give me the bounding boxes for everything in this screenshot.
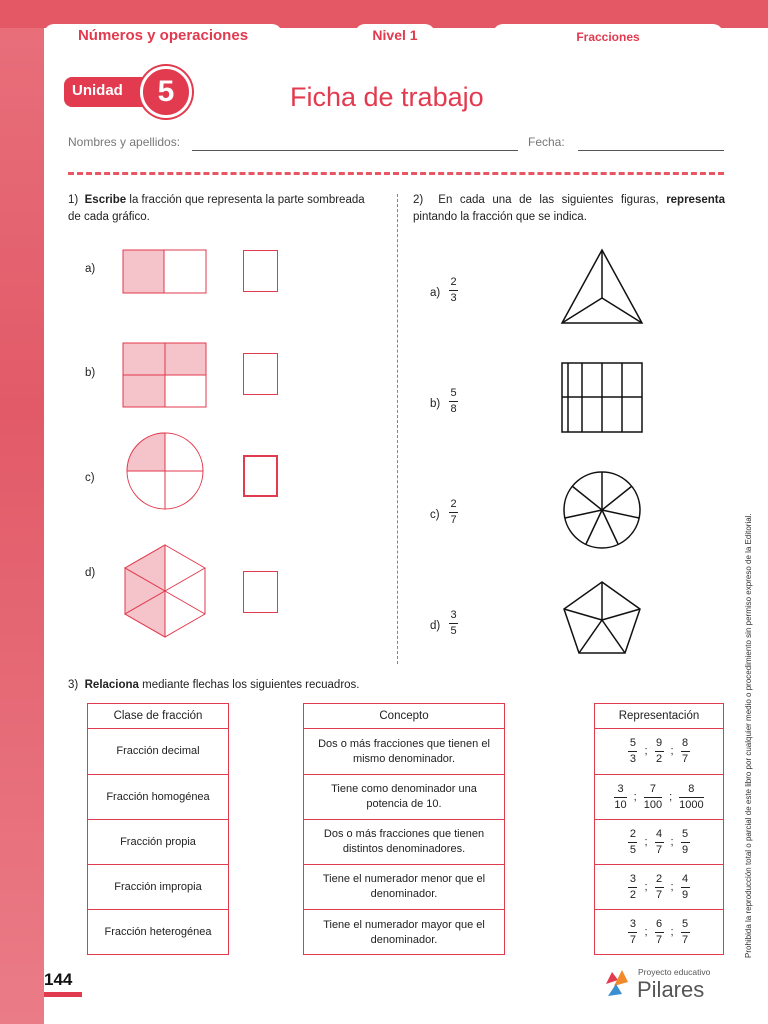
q2-fraction-c-den: 7 [450,514,457,526]
separator: ; [644,880,648,893]
separator: ; [670,745,674,757]
fraction [644,783,662,812]
concept-table-header: Concepto [379,710,429,722]
concept-table [303,703,505,955]
numerator: 2 [629,827,636,840]
numerator: 9 [655,737,663,749]
denominator: 7 [655,934,663,946]
class-row[interactable]: Fracción decimal [88,728,228,774]
denominator: 2 [655,753,663,765]
q1-label-d: d) [85,567,96,579]
representation-table [594,703,724,955]
separator: ; [670,880,674,893]
fraction [655,918,664,947]
fraction [614,783,626,812]
class-row[interactable]: Fracción homogénea [88,774,228,819]
fraction [681,873,690,902]
fraction [681,918,690,947]
q3-text: mediante flechas los siguientes recuadros. [138,679,360,691]
denominator: 5 [629,843,636,856]
class-row[interactable]: Fracción impropia [88,864,228,909]
numerator: 5 [629,737,636,749]
numerator: 2 [655,872,663,885]
q2-fraction-d-num: 3 [450,609,457,621]
topic-label: Fracciones [576,30,640,44]
q1-text: la fracción que representa la parte sombreada de cada gráfico. [68,194,365,223]
numerator: 5 [682,918,689,930]
representation-table-header: Representación [618,710,700,722]
q2-fraction-d-den: 5 [450,625,457,637]
q2-label-c: c) [430,509,440,521]
separator: ; [644,926,648,938]
q1-label-b: b) [85,367,96,379]
q1-number: 1) [68,194,79,206]
section-label: Números y operaciones [77,27,249,44]
fraction [655,828,664,857]
separator: ; [669,790,673,803]
q3-instruction [68,677,568,694]
representation-row[interactable] [595,728,723,774]
separator: ; [670,926,674,938]
fraction [628,737,637,766]
denominator: 3 [629,753,636,765]
q2-bold: representa [666,194,725,206]
numerator: 8 [688,782,695,795]
q2-fraction-b-num: 5 [450,387,457,399]
separator: ; [670,835,674,848]
numerator: 8 [682,737,689,749]
numerator: 4 [655,827,663,840]
unit-label: Unidad [72,82,123,99]
date-label: Fecha: [528,135,565,149]
concept-row[interactable]: Tiene el numerador mayor que el denominador. [304,909,504,955]
concept-row[interactable]: Tiene el numerador menor que el denominador. [304,864,504,909]
denominator: 2 [629,888,636,901]
q3-bold: Relaciona [84,679,139,691]
pilares-logo-icon [602,966,632,1000]
numerator: 5 [682,827,689,840]
q2-fraction-a-den: 3 [450,292,457,304]
level-label: Nivel 1 [372,27,418,43]
q2-figure-b[interactable] [562,363,642,432]
concept-row[interactable]: Dos o más fracciones que tienen el mismo denominador. [304,728,504,774]
page-number: 144 [44,970,73,989]
numerator: 4 [682,872,689,885]
fraction [655,873,664,902]
q2-number: 2) [413,194,424,206]
numerator: 3 [617,782,624,795]
q3-number: 3) [68,679,79,691]
brand-name: Pilares [637,977,705,1002]
concept-row[interactable]: Dos o más fracciones que tienen distintos denominadores. [304,819,504,864]
q2-fraction-a-num: 2 [450,276,457,288]
fraction [681,828,690,857]
name-label: Nombres y apellidos: [68,135,181,149]
q2-label-d: d) [430,620,441,632]
brand-small: Proyecto educativo [638,967,711,977]
denominator: 10 [614,798,627,811]
fraction [628,873,637,902]
q2-fraction-b-den: 8 [450,403,457,415]
numerator: 3 [629,918,636,930]
fraction [628,828,637,857]
numerator: 3 [629,872,636,885]
representation-row[interactable] [595,774,723,819]
separator: ; [644,745,648,757]
page-title: Ficha de trabajo [290,82,484,112]
denominator: 7 [655,843,663,856]
representation-row[interactable] [595,864,723,909]
q1-bold: Escribe [84,194,127,206]
q2-text-before: En cada una de las siguientes figuras, [438,194,659,206]
side-notice: Prohibida la reproducción total o parcial de este libro por cualquier medio o procedimiento sin permiso expreso de la Editorial. [744,513,753,958]
q2-figure-a[interactable] [562,250,642,323]
representation-row[interactable] [595,909,723,955]
separator: ; [633,790,637,803]
denominator: 9 [682,888,689,901]
page-number-underline [44,992,82,997]
denominator: 1000 [679,798,704,811]
class-row[interactable]: Fracción heterogénea [88,909,228,955]
representation-row[interactable] [595,819,723,864]
numerator: 7 [649,782,656,795]
q2-text-after: pintando la fracción que se indica. [413,211,587,223]
denominator: 9 [682,843,689,856]
fraction [655,737,664,766]
denominator: 7 [655,888,663,901]
q2-label-a: a) [430,287,441,299]
fraction [679,783,703,812]
q2-figure-d[interactable] [564,582,640,653]
denominator: 7 [629,934,636,946]
q2-label-b: b) [430,398,441,410]
q2-figure-c[interactable] [564,472,640,548]
fraction [628,918,637,947]
concept-row[interactable]: Tiene como denominador una potencia de 10. [304,774,504,819]
q2-fraction-c-num: 2 [450,498,457,510]
numerator: 6 [655,918,663,930]
denominator: 100 [643,798,663,811]
denominator: 7 [682,934,689,946]
fraction [681,737,690,766]
class-row[interactable]: Fracción propia [88,819,228,864]
class-table-header: Clase de fracción [113,710,203,722]
class-table [87,703,229,955]
separator: ; [644,835,648,848]
q1-label-c: c) [85,472,95,484]
denominator: 7 [682,753,689,765]
q1-label-a: a) [85,263,96,275]
unit-number: 5 [157,75,175,108]
